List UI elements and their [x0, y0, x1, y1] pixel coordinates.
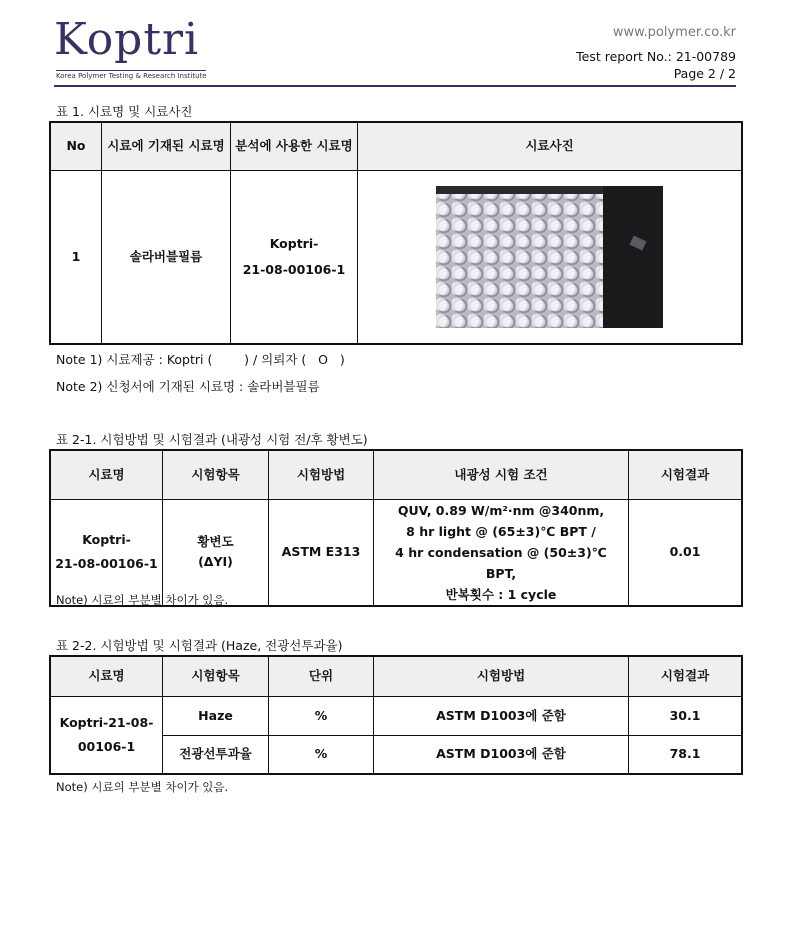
sample-photo-cell — [358, 170, 743, 344]
col-photo: 시료사진 — [358, 122, 743, 170]
website: www.polymer.co.kr — [612, 25, 736, 40]
page-number: Page 2 / 2 — [673, 66, 736, 81]
col-analysis-name: 분석에 사용한 시료명 — [231, 122, 358, 170]
report-number: Test report No.: 21-00789 — [576, 49, 736, 64]
col-no: No — [50, 122, 102, 170]
col-result: 시험결과 — [629, 656, 743, 696]
col-sample: 시료명 — [50, 656, 163, 696]
light-resistance-table — [49, 449, 743, 607]
cond-line-4: 반복횟수 : 1 cycle — [445, 586, 557, 602]
table2-caption: 표 2-1. 시험방법 및 시험결과 (내광성 시험 전/후 황변도) — [56, 432, 368, 447]
t3-result-haze: 30.1 — [629, 696, 743, 735]
col-unit: 단위 — [269, 656, 374, 696]
cond-line-3: 4 hr condensation @ (50±3)℃ BPT, — [395, 544, 607, 581]
logo-subtitle: Korea Polymer Testing & Research Institute — [56, 72, 207, 80]
t3-unit-haze: % — [269, 696, 374, 735]
row-no: 1 — [50, 170, 102, 344]
row-sample-name: 솔라버블필름 — [102, 170, 231, 344]
col-condition: 내광성 시험 조건 — [374, 450, 629, 499]
sample-photo — [436, 186, 663, 328]
t3-method-haze: ASTM D1003에 준함 — [374, 696, 629, 735]
header-rule — [54, 85, 736, 87]
table3-caption: 표 2-2. 시험방법 및 시험결과 (Haze, 전광선투과율) — [56, 638, 343, 653]
col-method: 시험방법 — [374, 656, 629, 696]
cond-line-1: QUV, 0.89 W/m²·nm @340nm, — [397, 502, 605, 518]
t2-item: 황변도 (ΔYI) — [163, 499, 269, 606]
note-2: Note 2) 신청서에 기재된 시료명 : 솔라버블필름 — [56, 379, 320, 394]
col-result: 시험결과 — [629, 450, 743, 499]
t3-item-haze: Haze — [163, 696, 269, 735]
t3-method-transmittance: ASTM D1003에 준함 — [374, 735, 629, 774]
col-item: 시험항목 — [163, 450, 269, 499]
row-analysis-name: Koptri- 21-08-00106-1 — [231, 170, 358, 344]
table1-caption: 표 1. 시료명 및 시료사진 — [56, 104, 193, 119]
t2-sample: Koptri- 21-08-00106-1 — [50, 499, 163, 606]
t2-result: 0.01 — [629, 499, 743, 606]
t3-item-transmittance: 전광선투과율 — [163, 735, 269, 774]
note-1: Note 1) 시료제공 : Koptri ( ) / 의뢰자 ( O ) — [56, 352, 345, 367]
cond-line-2: 8 hr light @ (65±3)℃ BPT / — [406, 523, 596, 539]
t2-condition — [374, 499, 629, 606]
t3-unit-transmittance: % — [269, 735, 374, 774]
col-sample-name: 시료에 기재된 시료명 — [102, 122, 231, 170]
col-method: 시험방법 — [269, 450, 374, 499]
t2-method: ASTM E313 — [269, 499, 374, 606]
t3-sample: Koptri-21-08- 00106-1 — [50, 696, 163, 774]
t3-result-transmittance: 78.1 — [629, 735, 743, 774]
col-item: 시험항목 — [163, 656, 269, 696]
table3-note: Note) 시료의 부분별 차이가 있음. — [56, 780, 229, 794]
sample-table — [49, 121, 743, 345]
haze-table — [49, 655, 743, 775]
col-sample: 시료명 — [50, 450, 163, 499]
table2-note: Note) 시료의 부분별 차이가 있음. — [56, 593, 229, 607]
logo: Koptri — [54, 14, 200, 65]
